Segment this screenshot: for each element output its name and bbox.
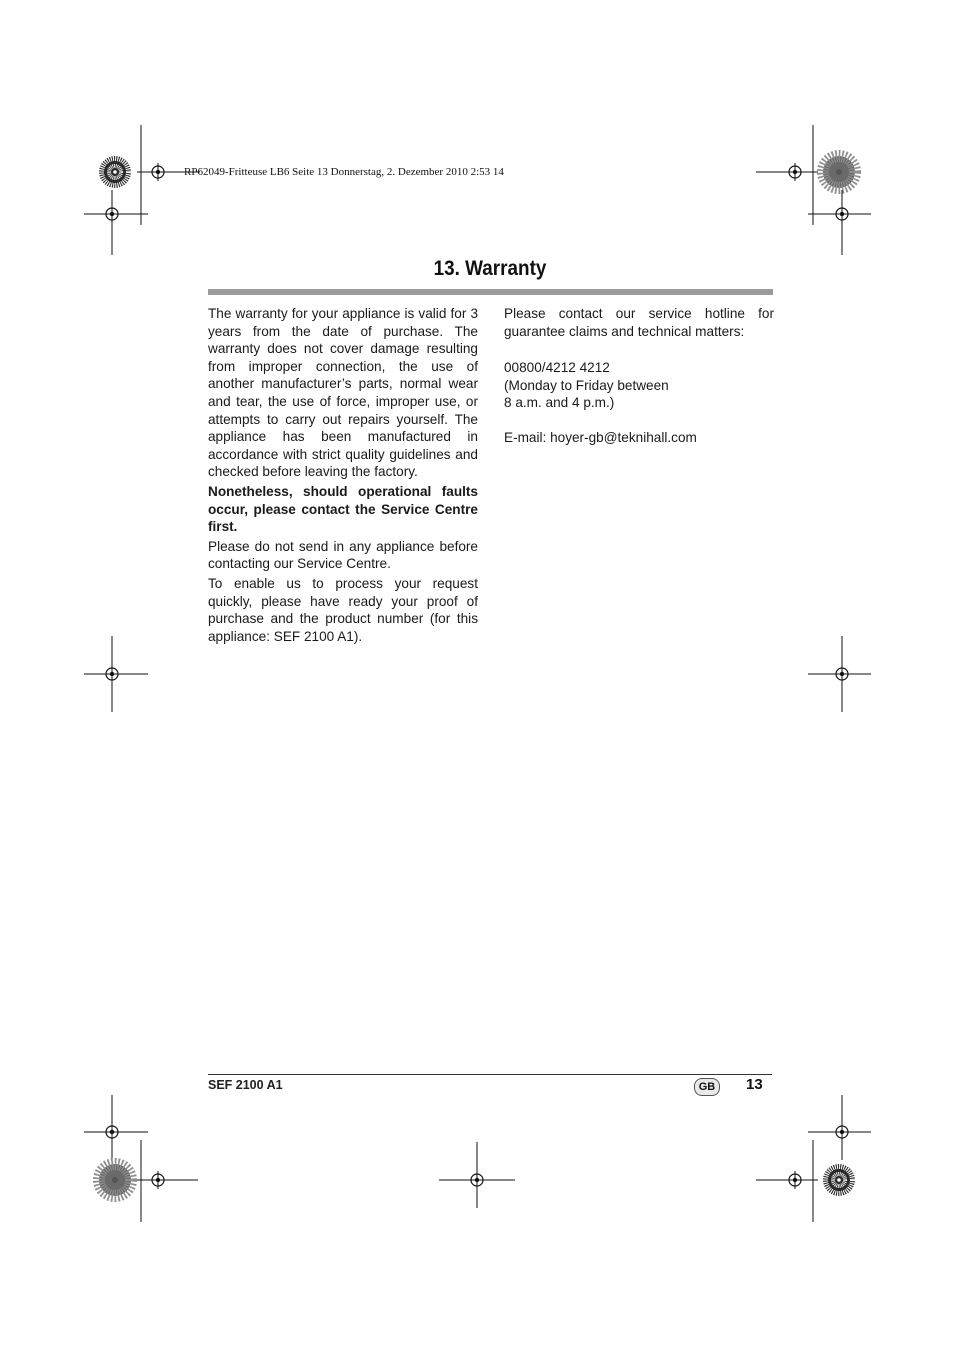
support-email: E-mail: hoyer-gb@teknihall.com xyxy=(504,429,697,445)
page-title: 13. Warranty xyxy=(433,257,547,280)
right-column xyxy=(504,305,774,449)
country-badge: GB xyxy=(694,1078,720,1096)
crosshair-mark xyxy=(786,163,804,181)
hotline-hours: (Monday to Friday between xyxy=(504,377,669,393)
hotline-intro: Please contact our service hotline for guarantee claims and technical matters: xyxy=(504,306,774,339)
warranty-paragraph: The warranty for your appliance is valid for 3 years from the date of purchase. The warranty does not cover damage resulting from improper connection, the use of another manufacturer’s parts, normal wear and tear, the use of force, improper use, or attempts to carry out repairs yourself. The appliance has been manufactured in accordance with strict quality guidelines and checked before leaving the factory. xyxy=(208,306,478,480)
hotline-number: 00800/4212 4212 xyxy=(504,360,610,376)
crosshair-mark xyxy=(833,205,851,223)
crosshair-mark xyxy=(103,205,121,223)
crosshair-mark xyxy=(103,1123,121,1141)
crosshair-mark xyxy=(833,665,851,683)
color-wheel-mark xyxy=(823,156,855,188)
left-column xyxy=(208,305,478,647)
do-not-send-paragraph: Please do not send in any appliance before contacting our Service Centre. xyxy=(208,538,478,572)
print-slug-line: RP62049-Fritteuse LB6 Seite 13 Donnerstag, 2. Dezember 2010 2:53 14 xyxy=(184,166,504,178)
color-wheel-mark xyxy=(99,1164,131,1196)
crosshair-mark xyxy=(103,665,121,683)
crosshair-mark xyxy=(833,1123,851,1141)
footer-rule xyxy=(208,1074,772,1075)
crosshair-mark xyxy=(149,1171,167,1189)
crosshair-mark xyxy=(786,1171,804,1189)
service-centre-notice: Nonetheless, should operational faults occur, please contact the Service Centre first. xyxy=(208,483,478,535)
footer-model-number: SEF 2100 A1 xyxy=(208,1078,283,1092)
crosshair-mark xyxy=(149,163,167,181)
proof-of-purchase-paragraph: To enable us to process your request quickly, please have ready your proof of purchase and the product number (for this appliance: SEF 2100 A1). xyxy=(208,575,478,644)
crosshair-mark xyxy=(468,1171,486,1189)
hotline-hours-time: 8 a.m. and 4 p.m.) xyxy=(504,395,615,411)
color-wheel-mark xyxy=(823,1164,855,1196)
color-wheel-mark xyxy=(99,156,131,188)
title-rule xyxy=(208,289,773,295)
page-number: 13 xyxy=(746,1076,763,1093)
